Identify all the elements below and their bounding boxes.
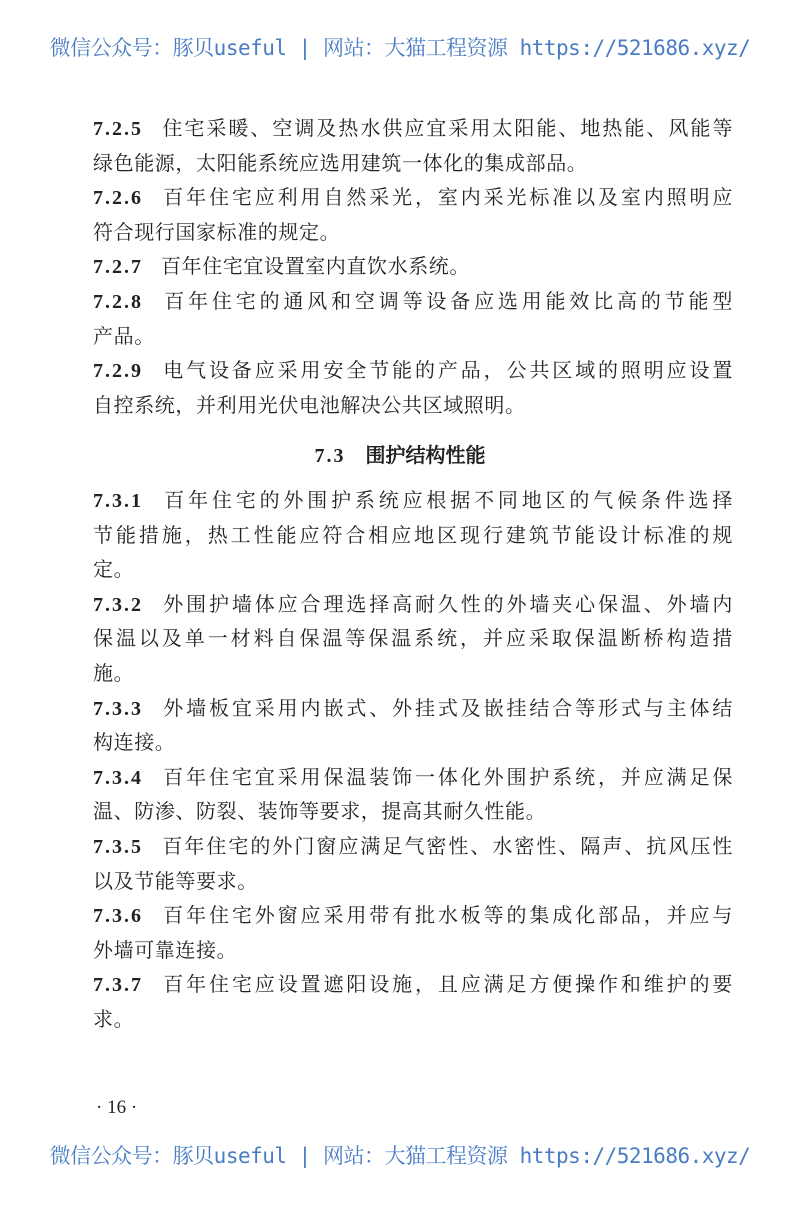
clause-text: 百年住宅宜采用保温装饰一体化外围护系统，并应满足保: [161, 764, 733, 789]
clause-text: 外墙可靠连接。: [93, 937, 238, 962]
clause-number: 7.2.5: [93, 118, 143, 140]
clause-text: 百年住宅外窗应采用带有批水板等的集成化部品，并应与: [161, 903, 733, 928]
page-number: · 16 ·: [96, 1097, 138, 1118]
clause-line: [93, 696, 733, 721]
clause-text: 百年住宅应设置遮阳设施，且应满足方便操作和维护的要: [161, 972, 733, 997]
clause-line: [93, 254, 733, 279]
clause-text: 百年住宅应利用自然采光，室内采光标准以及室内照明应: [161, 185, 733, 210]
clause-text: 百年住宅的外门窗应满足气密性、水密性、隔声、抗风压性: [161, 834, 733, 858]
clause-line: [93, 730, 733, 754]
clause-line: [93, 220, 733, 244]
clause-number: 7.3.4: [93, 766, 143, 789]
clause-line: [93, 523, 733, 547]
clause-line: [93, 661, 733, 685]
clause-text: 保温以及单一材料自保温等保温系统，并应采取保温断桥构造措: [93, 626, 733, 651]
clause-text: 构连接。: [93, 730, 176, 755]
section-title: 围护结构性能: [365, 443, 486, 467]
section-number: 7.3: [314, 445, 346, 467]
clause-text: 求。: [93, 1007, 135, 1031]
clause-text: 百年住宅宜设置室内直饮水系统。: [161, 254, 470, 279]
clause-number: 7.3.7: [93, 974, 143, 997]
clause-line: [93, 938, 733, 962]
clause-line: [93, 903, 733, 928]
clause-text: 施。: [93, 661, 135, 685]
clause-line: [93, 557, 733, 581]
clause-number: 7.2.7: [93, 256, 143, 279]
clause-text: 外墙板宜采用内嵌式、外挂式及嵌挂结合等形式与主体结: [161, 695, 733, 720]
clause-number: 7.3.1: [93, 490, 143, 512]
section-heading: [0, 439, 800, 468]
clause-number: 7.3.6: [93, 905, 143, 928]
clause-number: 7.3.3: [93, 697, 143, 720]
clause-number: 7.2.8: [93, 291, 143, 313]
clause-line: [93, 626, 733, 650]
clause-line: [93, 869, 733, 893]
clause-text: 定。: [93, 557, 135, 582]
clause-line: [93, 765, 733, 790]
clause-text: 符合现行国家标准的规定。: [93, 219, 341, 244]
clause-text: 节能措施，热工性能应符合相应地区现行建筑节能设计标准的规: [93, 522, 733, 547]
clause-line: [93, 289, 733, 314]
clause-text: 自控系统，并利用光伏电池解决公共区域照明。: [93, 392, 526, 417]
clause-text: 温、防渗、防裂、装饰等要求，提高其耐久性能。: [93, 799, 547, 824]
clause-text: 产品。: [93, 323, 155, 348]
clause-number: 7.2.6: [93, 187, 143, 210]
clause-line: [93, 151, 733, 175]
clause-text: 住宅采暖、空调及热水供应宜采用太阳能、地热能、风能等: [161, 116, 733, 140]
clause-text: 百年住宅的外围护系统应根据不同地区的气候条件选择: [161, 488, 733, 512]
clause-line: [93, 358, 733, 383]
clause-line: [93, 185, 733, 210]
watermark-bottom: 微信公众号：豚贝useful | 网站：大猫工程资源 https://521686.xyz/: [49, 1144, 751, 1168]
clause-text: 外围护墙体应合理选择高耐久性的外墙夹心保温、外墙内: [161, 591, 733, 616]
clause-line: [93, 799, 733, 823]
clause-line: [93, 116, 733, 141]
clause-line: [93, 972, 733, 997]
clause-line: [93, 324, 733, 348]
clause-text: 以及节能等要求。: [93, 868, 258, 893]
clause-line: [93, 834, 733, 859]
clause-line: [93, 393, 733, 417]
clause-text: 电气设备应采用安全节能的产品，公共区域的照明应设置: [161, 358, 733, 383]
clause-number: 7.2.9: [93, 360, 143, 383]
clause-text: 百年住宅的通风和空调等设备应选用能效比高的节能型: [161, 289, 733, 313]
watermark-top: 微信公众号：豚贝useful | 网站：大猫工程资源 https://521686.xyz/: [49, 36, 751, 60]
clause-text: 绿色能源，太阳能系统应选用建筑一体化的集成部品。: [93, 150, 588, 175]
clause-number: 7.3.5: [93, 836, 143, 858]
clause-line: [93, 488, 733, 513]
clause-line: [93, 1007, 733, 1031]
clause-number: 7.3.2: [93, 593, 143, 616]
clause-line: [93, 592, 733, 617]
